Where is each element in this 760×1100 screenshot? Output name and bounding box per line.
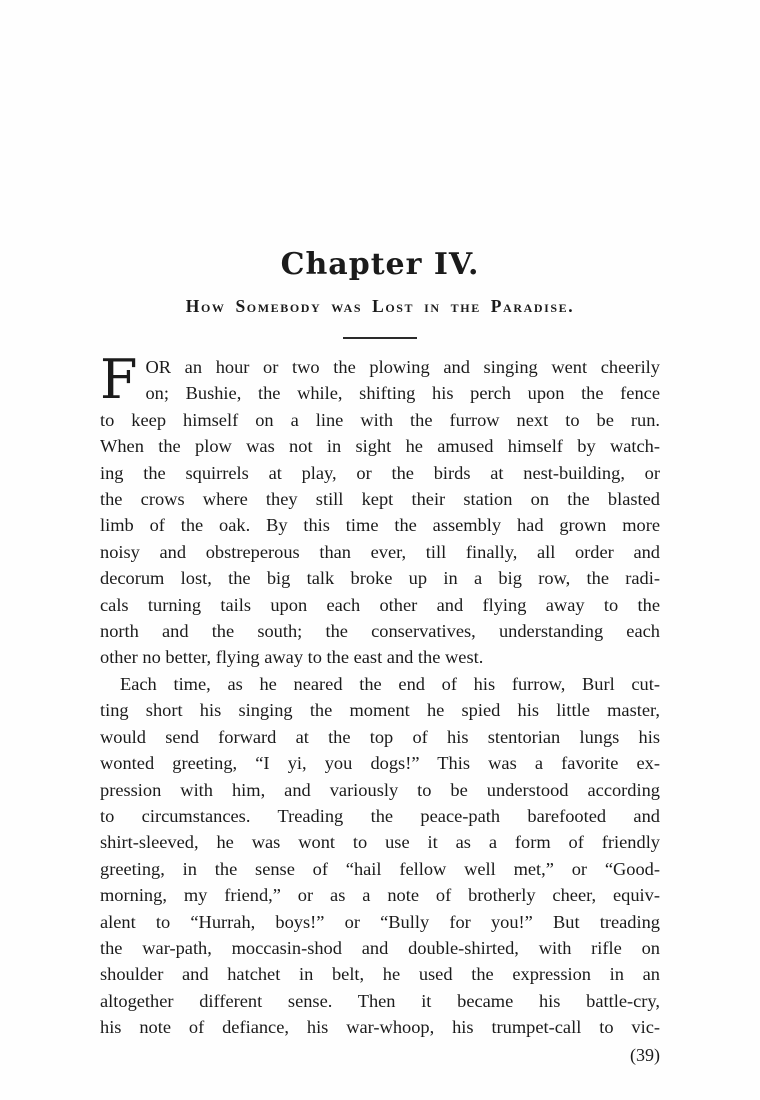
section-divider [343, 337, 417, 339]
chapter-subtitle: How Somebody was Lost in the Paradise. [185, 296, 575, 316]
text-line: ting short his singing the moment he spied his little master, [100, 700, 660, 721]
text-line: pression with him, and variously to be understood according [100, 779, 660, 800]
text-line: would send forward at the top of his stentorian lungs his [100, 726, 660, 747]
page-number: (39) [630, 1044, 660, 1065]
text-line: limb of the oak. By this time the assembly had grown more [100, 515, 660, 536]
text-line: other no better, flying away to the east and the west. [100, 647, 484, 668]
text-line: Each time, as he neared the end of his furrow, Burl cut- [120, 673, 660, 694]
chapter-title: Chapter IV. [280, 247, 480, 282]
text-line: cals turning tails upon each other and flying away to the [100, 594, 660, 615]
body-text [100, 348, 660, 1041]
text-line: decorum lost, the big talk broke up in a big row, the radi- [100, 568, 660, 589]
text-line: morning, my friend,” or as a note of brotherly cheer, equiv- [100, 885, 660, 906]
text-line: greeting, in the sense of “hail fellow well met,” or “Good- [100, 858, 660, 879]
text-line: his note of defiance, his war-whoop, his trumpet-call to vic- [100, 1017, 660, 1038]
text-line: altogether different sense. Then it became his battle-cry, [100, 990, 660, 1011]
text-line: shoulder and hatchet in belt, he used the expression in an [100, 964, 660, 985]
drop-cap-letter: F [100, 348, 138, 411]
text-line: to keep himself on a line with the furrow next to be run. [100, 409, 660, 430]
paragraph-1 [100, 348, 660, 671]
text-line: shirt-sleeved, he was wont to use it as a form of friendly [100, 832, 660, 853]
text-line: OR an hour or two the plowing and singing went cheerily [145, 357, 660, 377]
text-line: on; Bushie, the while, shifting his perch upon the fence [145, 383, 660, 404]
text-line: to circumstances. Treading the peace-path barefooted and [100, 805, 660, 826]
text-line: When the plow was not in sight he amused himself by watch- [100, 436, 660, 457]
text-line: ing the squirrels at play, or the birds at nest-building, or [100, 462, 660, 483]
text-line: noisy and obstreperous than ever, till finally, all order and [100, 541, 660, 562]
paragraph-2 [100, 671, 660, 1041]
text-line: the war-path, moccasin-shod and double-shirted, with rifle on [100, 937, 660, 958]
text-line: north and the south; the conservatives, understanding each [100, 621, 660, 642]
text-line: alent to “Hurrah, boys!” or “Bully for you!” But treading [100, 911, 660, 932]
text-line: wonted greeting, “I yi, you dogs!” This was a favorite ex- [100, 753, 660, 774]
text-line: the crows where they still kept their station on the blasted [100, 489, 660, 510]
